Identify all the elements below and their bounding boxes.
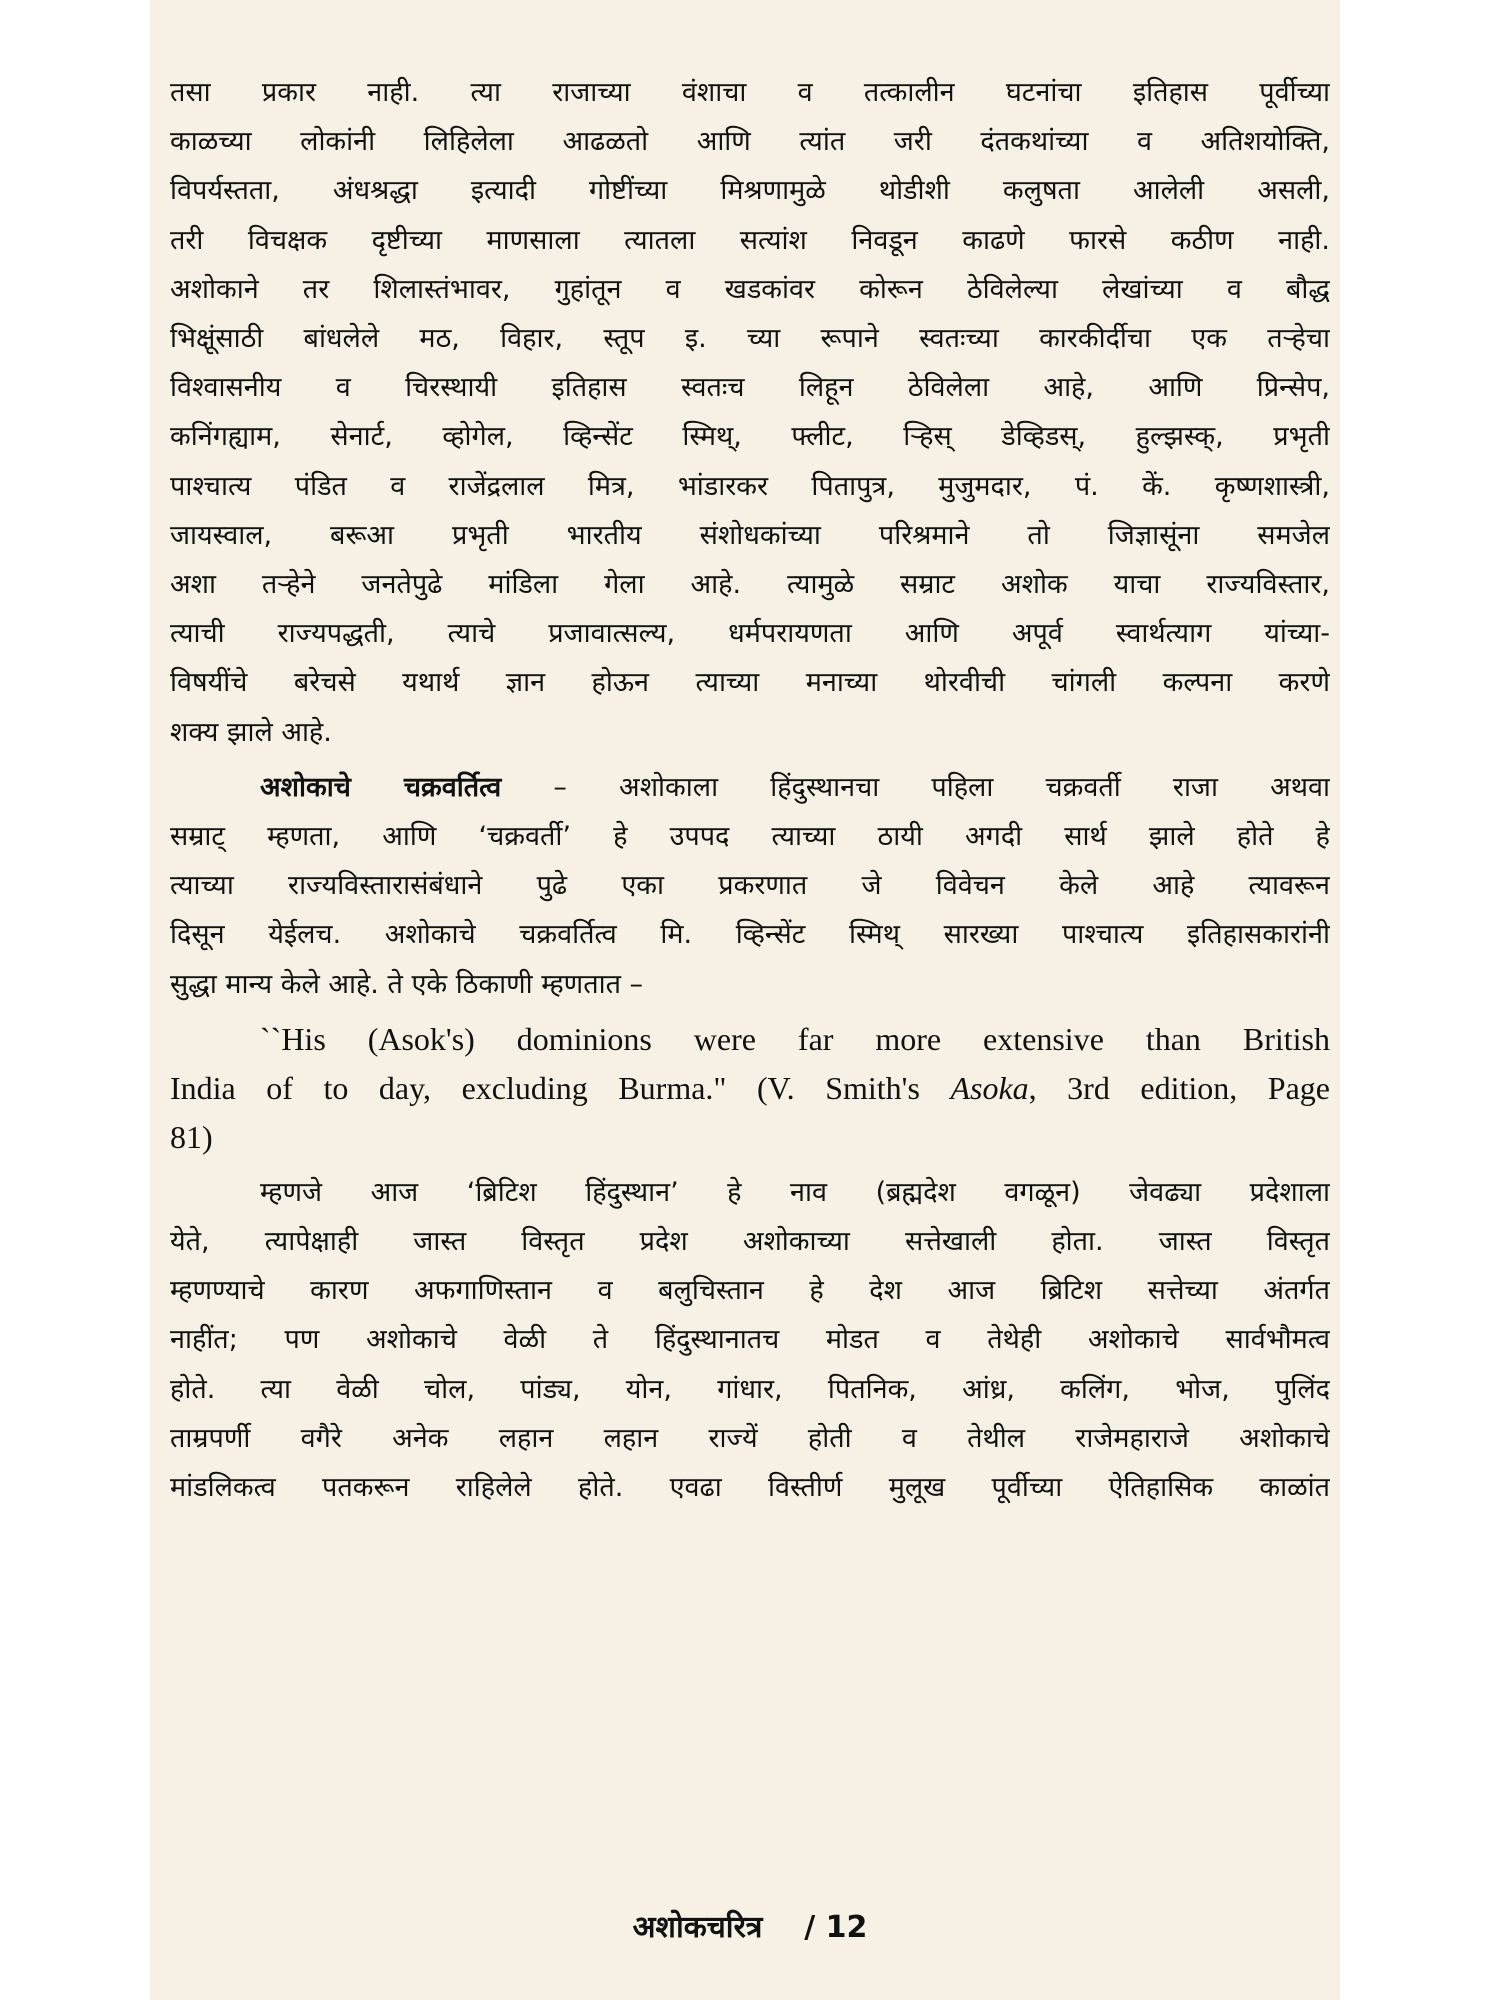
text-line: पाश्चात्य पंडित व राजेंद्रलाल मित्र, भांडारकर पितापुत्र, मुजुमदार, पं. कें. कृष्णशास्त्री,	[170, 470, 1330, 502]
text-line: म्हणण्याचे कारण अफगाणिस्तान व बलुचिस्तान हे देश आज ब्रिटिश सत्तेच्या अंतर्गत	[170, 1275, 1330, 1307]
text-line: विषयींचे बरेचसे यथार्थ ज्ञान होऊन त्याच्या मनाच्या थोरवीची चांगली कल्पना करणे	[170, 667, 1330, 699]
text-line: दिसून येईलच. अशोकाचे चक्रवर्तित्व मि. व्हिन्सेंट स्मिथ् सारख्या पाश्चात्य इतिहासकारांनी	[170, 919, 1330, 951]
page-footer	[0, 1905, 1500, 1946]
text-line: सुद्धा मान्य केले आहे. ते एके ठिकाणी म्हणतात –	[170, 968, 644, 1000]
text-line: नाहींत; पण अशोकाचे वेळी ते हिंदुस्थानातच मोडत व तेथेही अशोकाचे सार्वभौमत्व	[170, 1324, 1330, 1356]
paragraph-2	[170, 763, 1330, 1009]
text-line: अशोकाने तर शिलास्तंभावर, गुहांतून व खडकांवर कोरून ठेविलेल्या लेखांच्या व बौद्ध	[170, 273, 1330, 305]
text-line: तरी विचक्षक दृष्टीच्या माणसाला त्यातला सत्यांश निवडून काढणे फारसे कठीण नाही.	[170, 224, 1330, 256]
text-line: विश्वासनीय व चिरस्थायी इतिहास स्वतःच लिहून ठेविलेला आहे, आणि प्रिन्सेप,	[170, 372, 1330, 404]
text-line: सम्राट् म्हणता, आणि ‘चक्रवर्ती’ हे उपपद त्याच्या ठायी अगदी सार्थ झाले होते हे	[170, 821, 1330, 853]
book-title: Asoka	[950, 1069, 1029, 1106]
text-line: अशा तऱ्हेने जनतेपुढे मांडिला गेला आहे. त्यामुळे सम्राट अशोक याचा राज्यविस्तार,	[170, 569, 1330, 601]
quote-span: , 3rd edition, Page	[1028, 1069, 1330, 1106]
quote-line	[170, 1064, 1330, 1113]
text-line: विपर्यस्तता, अंधश्रद्धा इत्यादी गोष्टींच्या मिश्रणामुळे थोडीशी कलुषता आलेली असली,	[170, 175, 1330, 207]
text-span: – अशोकाला हिंदुस्थानचा पहिला चक्रवर्ती राजा अथवा	[501, 771, 1330, 803]
text-line: तसा प्रकार नाही. त्या राजाच्या वंशाचा व तत्कालीन घटनांचा इतिहास पूर्वीच्या	[170, 77, 1330, 108]
text-line: जायस्वाल, बरूआ प्रभृती भारतीय संशोधकांच्या परिश्रमाने तो जिज्ञासूंना समजेल	[170, 519, 1330, 551]
text-line: म्हणजे आज ‘ब्रिटिश हिंदुस्थान’ हे नाव (ब्रह्मदेश वगळून) जेवढ्या प्रदेशाला	[260, 1176, 1330, 1208]
quote-line: ``His (Asok's) dominions were far more extensive than British	[260, 1020, 1330, 1057]
paragraph-3	[170, 1168, 1330, 1512]
quote-line: 81)	[170, 1118, 213, 1155]
text-line: काळच्या लोकांनी लिहिलेला आढळतो आणि त्यांत जरी दंतकथांच्या व अतिशयोक्ति,	[170, 126, 1330, 158]
paragraph-1	[170, 68, 1330, 757]
quote-span: India of to day, excluding Burma." (V. Smith's	[170, 1069, 951, 1106]
section-heading: अशोकाचे चक्रवर्तित्व	[260, 771, 502, 803]
text-line: शक्य झाले आहे.	[170, 716, 332, 748]
text-line: येते, त्यापेक्षाही जास्त विस्तृत प्रदेश अशोकाच्या सत्तेखाली होता. जास्त विस्तृत	[170, 1226, 1330, 1258]
text-line	[170, 763, 1330, 812]
page-number: / 12	[804, 1910, 868, 1945]
text-line: मांडलिकत्व पतकरून राहिलेले होते. एवढा विस्तीर्ण मुलूख पूर्वीच्या ऐतिहासिक काळांत	[170, 1472, 1330, 1504]
book-title-footer: अशोकचरित्र	[632, 1910, 763, 1945]
text-line: होते. त्या वेळी चोल, पांड्य, योन, गांधार, पितनिक, आंध्र, कलिंग, भोज, पुलिंद	[170, 1373, 1330, 1405]
text-line: त्याच्या राज्यविस्तारासंबंधाने पुढे एका प्रकरणात जे विवेचन केले आहे त्यावरून	[170, 870, 1330, 902]
page-body	[170, 68, 1330, 1512]
text-line: भिक्षूंसाठी बांधलेले मठ, विहार, स्तूप इ. च्या रूपाने स्वतःच्या कारकीर्दीचा एक तऱ्हेचा	[170, 323, 1330, 355]
text-line: त्याची राज्यपद्धती, त्याचे प्रजावात्सल्य, धर्मपरायणता आणि अपूर्व स्वार्थत्याग यांच्या-	[170, 618, 1330, 650]
text-line: कनिंगह्याम, सेनार्ट, व्होगेल, व्हिन्सेंट स्मिथ्, फ्लीट, ऱ्हिस् डेव्हिडस्, हुल्झस्क्, प्रभृती	[170, 421, 1330, 453]
text-line: ताम्रपर्णी वगैरे अनेक लहान लहान राज्यें होती व तेथील राजेमहाराजे अशोकाचे	[170, 1422, 1330, 1454]
english-quote	[170, 1015, 1330, 1162]
